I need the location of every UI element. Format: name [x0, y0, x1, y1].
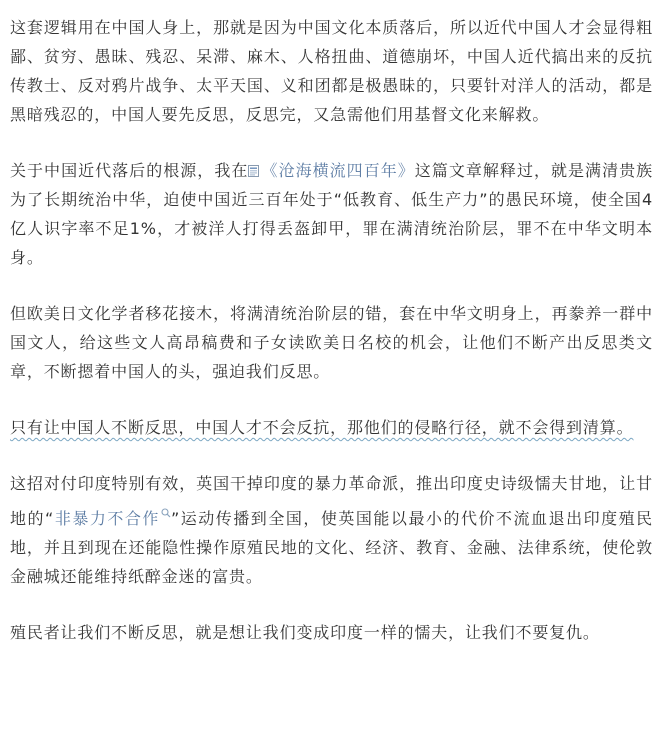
search-icon[interactable] — [161, 498, 171, 508]
paragraph-5 — [10, 469, 653, 591]
paragraph-2-text-before: 关于中国近代落后的根源，我在 — [10, 161, 249, 180]
article-link[interactable]: 《沧海横流四百年》 — [261, 161, 415, 180]
paragraph-4 — [10, 413, 653, 442]
paragraph-3: 但欧美日文化学者移花接木，将满清统治阶层的错，套在中华文明身上，再豢养一群中国文人，给这些文人高昂稿费和子女读欧美日名校的机会，让他们不断产出反思类文章，不断摁着中国人的头，强迫我们反思。 — [10, 304, 653, 381]
paragraph-1: 这套逻辑用在中国人身上，那就是因为中国文化本质落后，所以近代中国人才会显得粗鄙、贫穷、愚昧、残忍、呆滞、麻木、人格扭曲、道德崩坏，中国人近代搞出来的反抗传教士、反对鸦片战争、太平天国、义和团都是极愚昧的，只要针对洋人的活动，都是黑暗残忍的，中国人要先反思，反思完，又急需他们用基督文化来解救。 — [10, 18, 653, 124]
paragraph-5-text-before: 这招对付印度特别有效，英国干掉印度的暴力革命派，推出印度史诗级懦夫甘地，让甘地的“ — [10, 474, 653, 528]
paragraph-6: 殖民者让我们不断反思，就是想让我们变成印度一样的懦夫，让我们不要复仇。 — [10, 623, 600, 642]
paragraph-2 — [10, 156, 653, 272]
paragraph-5-text-after: ”运动传播到全国，使英国能以最小的代价不流血退出印度殖民地，并且到现在还能隐性操作原殖民地的文化、经济、教育、金融、法律系统，使伦敦金融城还能维持纸醉金迷的富贵。 — [10, 509, 653, 586]
paragraph-2-text-after: 这篇文章解释过，就是满清贵族为了长期统治中华，迫使中国近三百年处于“低教育、低生产力”的愚民环境，使全国4亿人识字率不足1%，才被洋人打得丢盔卸甲，罪在满清统治阶层，罪不在中华文明本身。 — [10, 161, 653, 267]
paragraph-4-text: 只有让中国人不断反思，中国人才不会反抗，那他们的侵略行径，就不会得到清算。 — [10, 418, 634, 437]
document-icon[interactable] — [248, 157, 259, 169]
search-link[interactable]: 非暴力不合作 — [54, 509, 160, 528]
